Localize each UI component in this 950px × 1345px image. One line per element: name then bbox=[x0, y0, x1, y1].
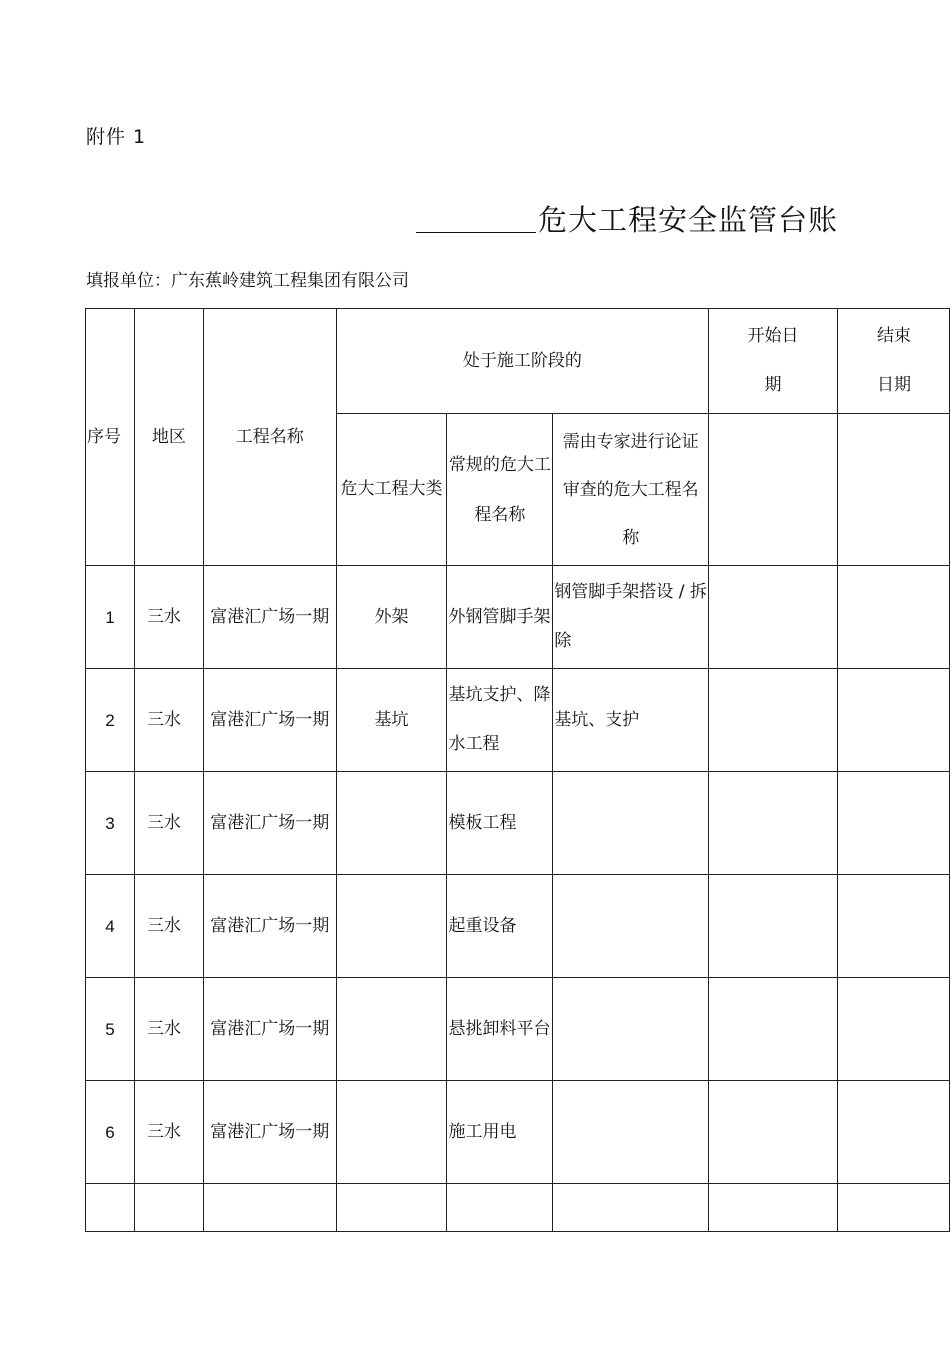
table-row bbox=[86, 566, 950, 669]
row-end bbox=[837, 772, 949, 875]
row-expert bbox=[553, 772, 709, 875]
row-regular: 起重设备 bbox=[447, 875, 553, 978]
row-end bbox=[837, 1184, 949, 1232]
row-start bbox=[709, 978, 838, 1081]
table-row bbox=[86, 1081, 950, 1184]
ledger-table bbox=[85, 308, 950, 1232]
row-seq: 2 bbox=[86, 669, 135, 772]
title-blank-underline bbox=[416, 232, 536, 233]
row-category: 基坑 bbox=[336, 669, 447, 772]
row-seq: 5 bbox=[86, 978, 135, 1081]
row-start bbox=[709, 669, 838, 772]
row-seq: 1 bbox=[86, 566, 135, 669]
table-row bbox=[86, 772, 950, 875]
row-start bbox=[709, 1184, 838, 1232]
header-project-name: 工程名称 bbox=[203, 309, 336, 566]
row-region: 三水 bbox=[134, 875, 203, 978]
row-region bbox=[134, 1184, 203, 1232]
row-end bbox=[837, 566, 949, 669]
row-end bbox=[837, 1081, 949, 1184]
row-category bbox=[336, 875, 447, 978]
row-seq bbox=[86, 1184, 135, 1232]
row-region: 三水 bbox=[134, 978, 203, 1081]
row-project: 富港汇广场一期 bbox=[203, 669, 336, 772]
header-end-date: 结束日期 bbox=[837, 309, 949, 414]
row-end bbox=[837, 669, 949, 772]
header-start-blank bbox=[709, 414, 838, 566]
row-regular: 基坑支护、降水工程 bbox=[447, 669, 553, 772]
row-seq: 3 bbox=[86, 772, 135, 875]
row-end bbox=[837, 875, 949, 978]
row-project: 富港汇广场一期 bbox=[203, 772, 336, 875]
filler-unit: 填报单位：广东蕉岭建筑工程集团有限公司 bbox=[86, 271, 409, 291]
table-row bbox=[86, 669, 950, 772]
row-seq: 4 bbox=[86, 875, 135, 978]
row-start bbox=[709, 772, 838, 875]
page-title: 危大工程安全监管台账 bbox=[538, 203, 839, 237]
row-start bbox=[709, 875, 838, 978]
header-region: 地区 bbox=[134, 309, 203, 566]
row-end bbox=[837, 978, 949, 1081]
row-category bbox=[336, 978, 447, 1081]
header-regular-name: 常规的危大工程名称 bbox=[447, 414, 553, 566]
row-regular bbox=[447, 1184, 553, 1232]
row-category bbox=[336, 1184, 447, 1232]
header-expert-name: 需由专家进行论证审查的危大工程名称 bbox=[553, 414, 709, 566]
row-start bbox=[709, 566, 838, 669]
row-category bbox=[336, 772, 447, 875]
row-category bbox=[336, 1081, 447, 1184]
row-regular: 模板工程 bbox=[447, 772, 553, 875]
row-project: 富港汇广场一期 bbox=[203, 566, 336, 669]
row-expert bbox=[553, 978, 709, 1081]
header-end-blank bbox=[837, 414, 949, 566]
row-regular: 外钢管脚手架 bbox=[447, 566, 553, 669]
table-row bbox=[86, 875, 950, 978]
row-region: 三水 bbox=[134, 1081, 203, 1184]
row-regular: 施工用电 bbox=[447, 1081, 553, 1184]
row-seq: 6 bbox=[86, 1081, 135, 1184]
header-stage: 处于施工阶段的 bbox=[336, 309, 708, 414]
row-project: 富港汇广场一期 bbox=[203, 1081, 336, 1184]
row-region: 三水 bbox=[134, 566, 203, 669]
row-regular: 悬挑卸料平台 bbox=[447, 978, 553, 1081]
row-region: 三水 bbox=[134, 669, 203, 772]
row-project: 富港汇广场一期 bbox=[203, 875, 336, 978]
row-region: 三水 bbox=[134, 772, 203, 875]
row-category: 外架 bbox=[336, 566, 447, 669]
header-category: 危大工程大类 bbox=[336, 414, 447, 566]
table-row bbox=[86, 1184, 950, 1232]
row-expert bbox=[553, 1184, 709, 1232]
header-start-date: 开始日期 bbox=[709, 309, 838, 414]
row-expert: 基坑、支护 bbox=[553, 669, 709, 772]
header-seq: 序号 bbox=[86, 309, 135, 566]
row-expert bbox=[553, 1081, 709, 1184]
row-project: 富港汇广场一期 bbox=[203, 978, 336, 1081]
row-start bbox=[709, 1081, 838, 1184]
row-project bbox=[203, 1184, 336, 1232]
attachment-label: 附件 1 bbox=[86, 126, 147, 148]
row-expert bbox=[553, 875, 709, 978]
row-expert: 钢管脚手架搭设 / 拆除 bbox=[553, 566, 709, 669]
table-row bbox=[86, 978, 950, 1081]
